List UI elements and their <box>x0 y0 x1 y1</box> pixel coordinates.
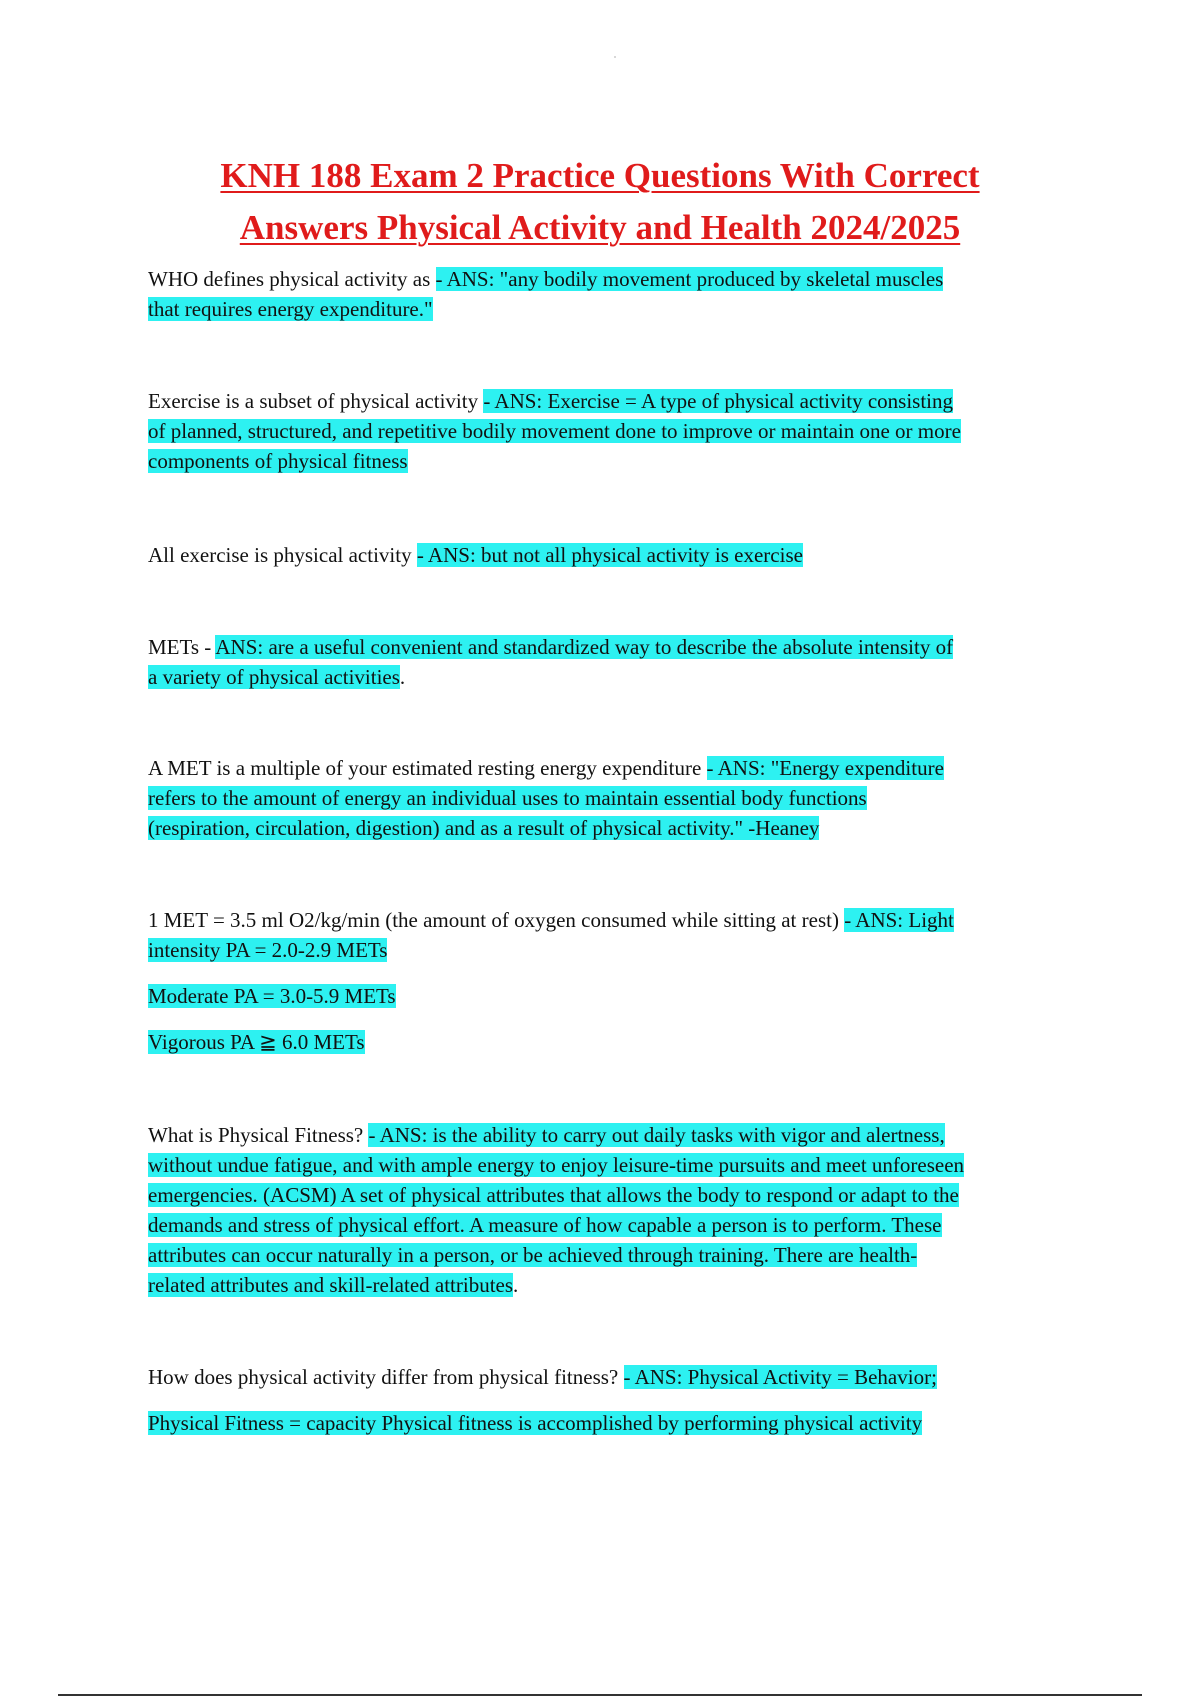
qa-line <box>148 935 1083 965</box>
answer-text: related attributes and skill-related attributes <box>148 1273 514 1297</box>
answer-text: without undue fatigue, and with ample energy to enjoy leisure-time pursuits and meet unforeseen <box>148 1153 965 1177</box>
answer-text: - ANS: but not all physical activity is exercise <box>416 543 803 567</box>
answer-text: of planned, structured, and repetitive bodily movement done to improve or maintain one or more <box>148 419 961 443</box>
qa-line <box>148 294 1083 324</box>
question-text: WHO defines physical activity as <box>148 267 436 291</box>
qa-line <box>148 783 1083 813</box>
qa-line <box>148 416 1083 446</box>
qa-line <box>148 753 1083 783</box>
qa-item <box>148 1120 1083 1300</box>
question-text: METs - <box>148 635 216 659</box>
trailing-text: . <box>513 1273 519 1297</box>
question-text: Exercise is a subset of physical activity <box>148 389 484 413</box>
question-text: All exercise is physical activity <box>148 543 417 567</box>
answer-text: - ANS: "Energy expenditure <box>706 756 944 780</box>
qa-line <box>148 386 1083 416</box>
answer-text: demands and stress of physical effort. A measure of how capable a person is to perform. These <box>148 1213 942 1237</box>
answer-text: Vigorous PA ≧ 6.0 METs <box>148 1030 365 1054</box>
answer-text: Moderate PA = 3.0-5.9 METs <box>148 984 396 1008</box>
qa-item <box>148 264 1083 324</box>
qa-item <box>148 632 1083 692</box>
qa-line <box>148 1240 1083 1270</box>
qa-item <box>148 540 1083 570</box>
question-text: A MET is a multiple of your estimated resting energy expenditure <box>148 756 707 780</box>
answer-text: - ANS: Physical Activity = Behavior; <box>623 1365 937 1389</box>
qa-item <box>148 1362 1083 1438</box>
qa-line <box>148 1270 1083 1300</box>
qa-line <box>148 662 1083 692</box>
question-text: How does physical activity differ from physical fitness? <box>148 1365 624 1389</box>
document-title <box>120 150 1080 254</box>
question-text: 1 MET = 3.5 ml O2/kg/min (the amount of oxygen consumed while sitting at rest) <box>148 908 845 932</box>
footer-rule <box>58 1694 1142 1696</box>
qa-line <box>148 1362 1083 1392</box>
qa-line <box>148 1210 1083 1240</box>
answer-text: a variety of physical activities <box>148 665 400 689</box>
qa-line <box>148 264 1083 294</box>
answer-text: - ANS: "any bodily movement produced by skeletal muscles <box>435 267 944 291</box>
answer-text: - ANS: is the ability to carry out daily tasks with vigor and alertness, <box>368 1123 945 1147</box>
answer-text: that requires energy expenditure." <box>148 297 433 321</box>
qa-line <box>148 1180 1083 1210</box>
scan-speck <box>614 56 616 58</box>
qa-line <box>148 540 1083 570</box>
trailing-text: . <box>399 665 406 689</box>
answer-text: attributes can occur naturally in a person, or be achieved through training. There are health- <box>148 1243 918 1267</box>
answer-text: ANS: are a useful convenient and standardized way to describe the absolute intensity of <box>215 635 954 659</box>
answer-text: components of physical fitness <box>148 449 408 473</box>
qa-line <box>148 1027 1083 1057</box>
qa-item <box>148 386 1083 476</box>
qa-line <box>148 1408 1083 1438</box>
answer-text: - ANS: Light <box>844 908 954 932</box>
question-text: What is Physical Fitness? <box>148 1123 369 1147</box>
qa-line <box>148 813 1083 843</box>
answer-text: emergencies. (ACSM) A set of physical attributes that allows the body to respond or adapt to the <box>148 1183 959 1207</box>
qa-line <box>148 905 1083 935</box>
answer-text: refers to the amount of energy an individual uses to maintain essential body functions <box>148 786 867 810</box>
answer-text: intensity PA = 2.0-2.9 METs <box>148 938 388 962</box>
title-line-1: KNH 188 Exam 2 Practice Questions With Correct <box>220 156 980 195</box>
qa-item <box>148 753 1083 843</box>
qa-item <box>148 905 1083 1057</box>
qa-line <box>148 446 1083 476</box>
answer-text: - ANS: Exercise = A type of physical activity consisting <box>483 389 954 413</box>
title-line-2: Answers Physical Activity and Health 2024/2025 <box>239 208 961 247</box>
qa-line <box>148 632 1083 662</box>
qa-line <box>148 1120 1083 1150</box>
qa-line <box>148 1150 1083 1180</box>
answer-text: Physical Fitness = capacity Physical fitness is accomplished by performing physical activity <box>148 1411 923 1435</box>
qa-line <box>148 981 1083 1011</box>
answer-text: (respiration, circulation, digestion) and as a result of physical activity." -Heaney <box>148 816 820 840</box>
